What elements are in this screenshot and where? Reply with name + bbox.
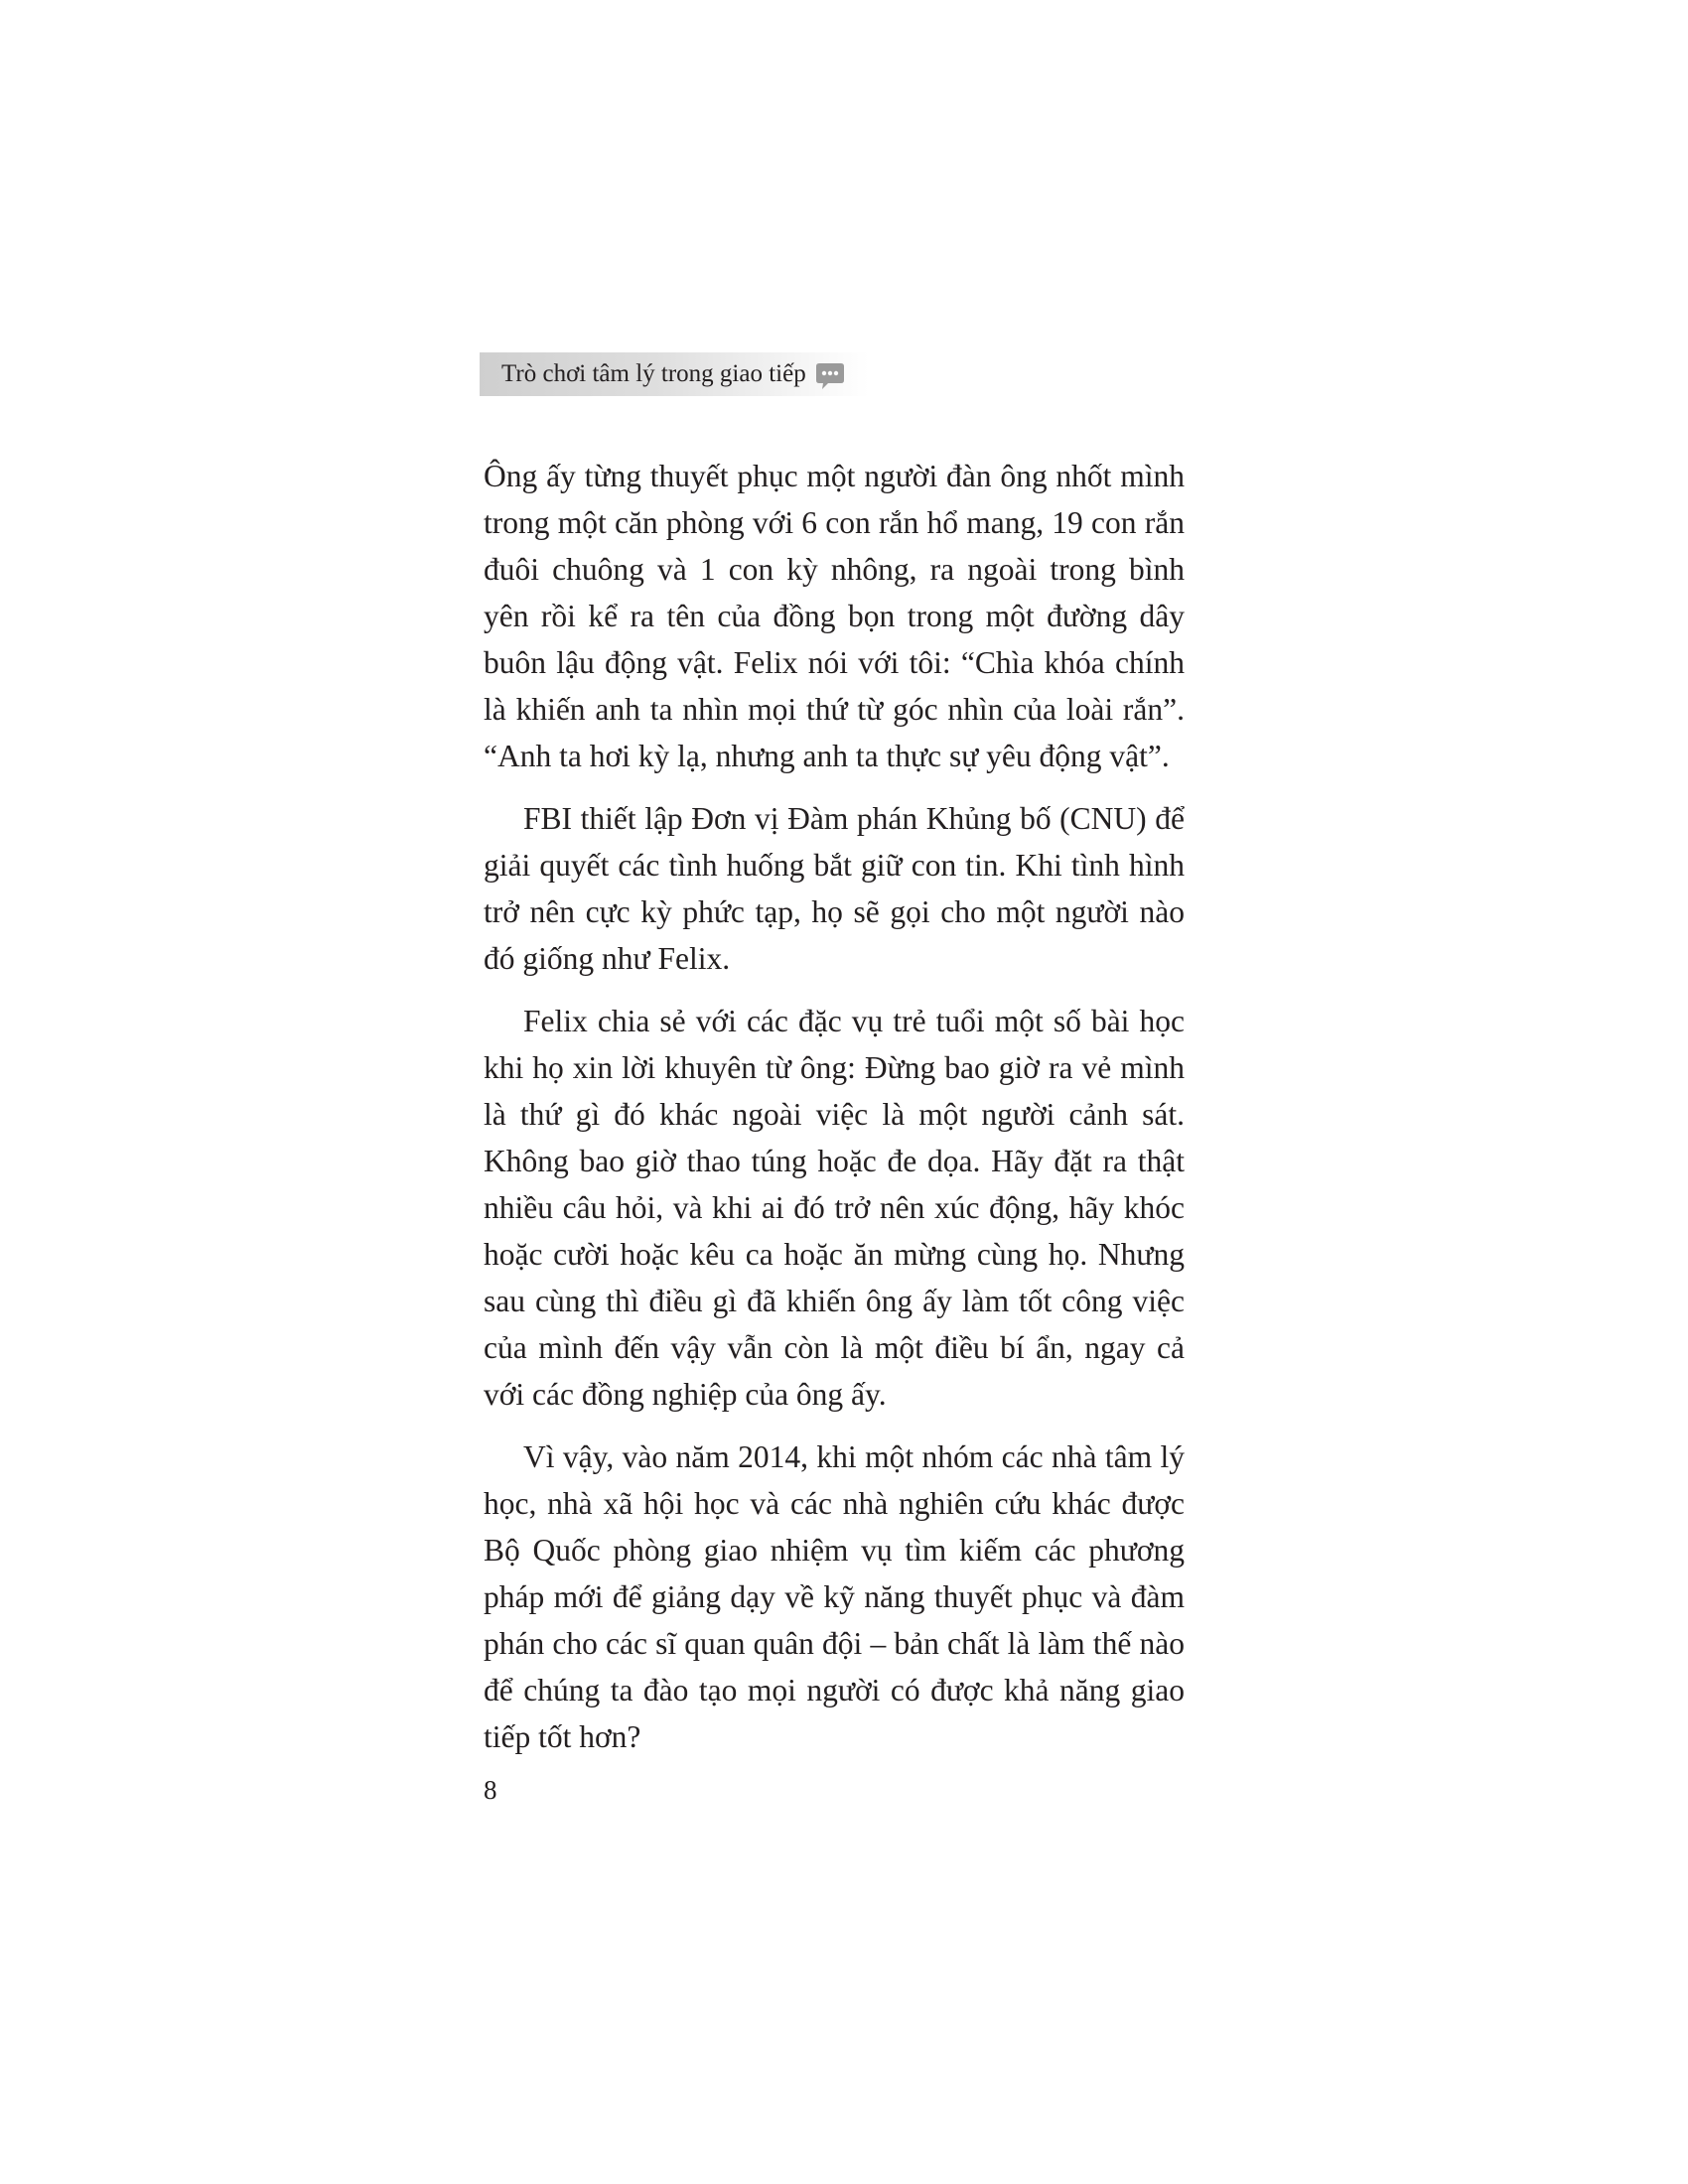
chat-bubble-icon (814, 360, 846, 392)
paragraph-2: FBI thiết lập Đơn vị Đàm phán Khủng bố (CNU) để giải quyết các tình huống bắt giữ con tin. Khi tình hình trở nên cực kỳ phức tạp, họ sẽ gọi cho một người nào đó giống như Felix. (484, 801, 1185, 976)
paragraph-1: Ông ấy từng thuyết phục một người đàn ông nhốt mình trong một căn phòng với 6 con rắn hổ mang, 19 con rắn đuôi chuông và 1 con kỳ nhông, ra ngoài trong bình yên rồi kể ra tên của đồng bọn trong một đường dây buôn lậu động vật. Felix nói với tôi: “Chìa khóa chính là khiến anh ta nhìn mọi thứ từ góc nhìn của loài rắn”. “Anh ta hơi kỳ lạ, nhưng anh ta thực sự yêu động vật”. (484, 459, 1185, 773)
running-header-title: Trò chơi tâm lý trong giao tiếp (501, 360, 806, 387)
page-number: 8 (484, 1775, 497, 1805)
body-text (484, 453, 1185, 1776)
paragraph-3: Felix chia sẻ với các đặc vụ trẻ tuổi một số bài học khi họ xin lời khuyên từ ông: Đừng bao giờ ra vẻ mình là thứ gì đó khác ngoài việc là một người cảnh sát. Không bao giờ thao túng hoặc đe dọa. Hãy đặt ra thật nhiều câu hỏi, và khi ai đó trở nên xúc động, hãy khóc hoặc cười hoặc kêu ca hoặc ăn mừng cùng họ. Nhưng sau cùng thì điều gì đã khiến ông ấy làm tốt công việc của mình đến vậy vẫn còn là một điều bí ẩn, ngay cả với các đồng nghiệp của ông ấy. (484, 1004, 1185, 1412)
paragraph-4: Vì vậy, vào năm 2014, khi một nhóm các nhà tâm lý học, nhà xã hội học và các nhà nghiên cứu khác được Bộ Quốc phòng giao nhiệm vụ tìm kiếm các phương pháp mới để giảng dạy về kỹ năng thuyết phục và đàm phán cho các sĩ quan quân đội – bản chất là làm thế nào để chúng ta đào tạo mọi người có được khả năng giao tiếp tốt hơn? (484, 1439, 1185, 1754)
running-header (480, 352, 869, 396)
